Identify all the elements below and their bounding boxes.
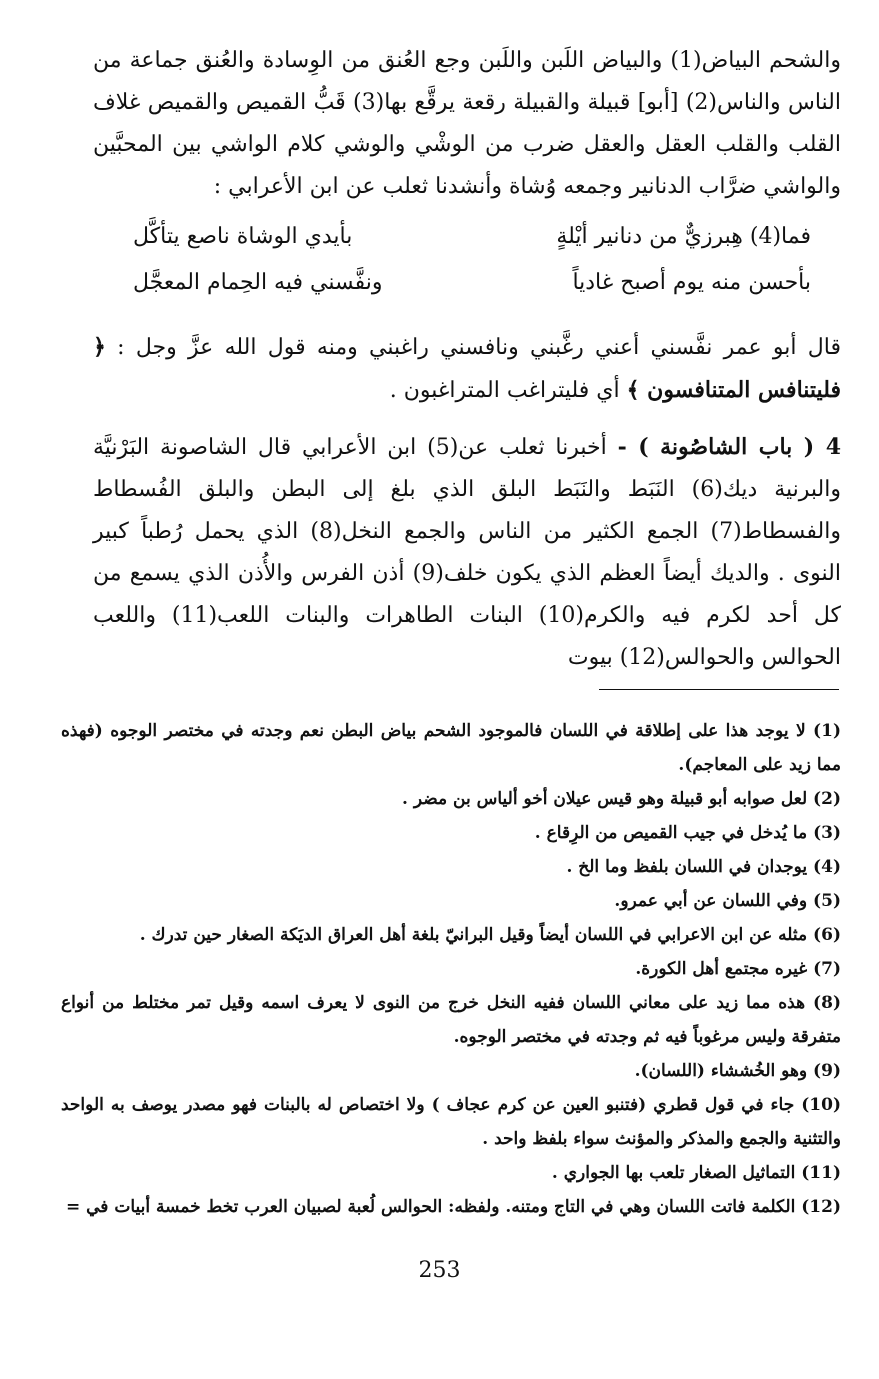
paragraph-1: والشحم البياض(1) والبياض اللَبن واللَبن وجع العُنق من الوِسادة والعُنق جماعة من الناس والناس(2) [أبو] قبيلة والقبيلة رقعة يرقَّع بها(3) قَبُّ القميص والقميص غلاف القلب والقلب العقل والعقل ضرب من الوشْي والوشي كلام الواشي بين المحبَّين والواشي ضرَّاب الدنانير وجمعه وُشاة وأنشدنا ثعلب عن ابن الأعرابي : bbox=[93, 48, 841, 199]
footnote-5: (5) وفي اللسان عن أبي عمرو. bbox=[614, 891, 841, 911]
verse-2-first-hemistich: بأحسن منه يوم أصبح غادياً bbox=[572, 270, 811, 295]
paragraph-2-main: قال أبو عمر نفَّسني أعني رغَّبني ونافسني راغبني ومنه قول الله عزَّ وجل : bbox=[117, 335, 841, 360]
spacer bbox=[93, 312, 841, 326]
section-heading: 4 ( باب الشاصُونة ) - bbox=[617, 434, 841, 460]
footnotes bbox=[61, 714, 841, 1224]
footnote-3: (3) ما يُدخل في جيب القميص من الرِقاع . bbox=[534, 823, 841, 843]
footnote-1: (1) لا يوجد هذا على إطلاقة في اللسان فالموجود الشحم بياض البطن نعم وجدته في مختصر الوجوه (فهذه مما زيد على المعاجم). bbox=[61, 721, 841, 775]
paragraph-2-end: أي فليتراغب المتراغبون . bbox=[389, 378, 620, 403]
paragraph-2 bbox=[93, 326, 841, 412]
spacer bbox=[93, 412, 841, 426]
footnote-2: (2) لعل صوابه أبو قبيلة وهو قيس عيلان أخو ألياس بن مضر . bbox=[402, 789, 841, 809]
footnote-divider bbox=[599, 689, 839, 690]
footnote-8: (8) هذه مما زيد على معاني اللسان ففيه النخل خرج من النوى لا يعرف اسمه وقيل تمر مختلط من أنواع متفرقة وليس مرغوباً فيه ثم وجدته في مختصر الوجوه. bbox=[61, 993, 841, 1047]
quran-quote: ﴿ فليتنافس المتنافسون ﴾ bbox=[93, 334, 841, 403]
footnote-6: (6) مثله عن ابن الاعرابي في اللسان أيضاً وقيل البرانيّ بلغة أهل العراق الديَكة الصغار حين تدرك . bbox=[139, 925, 841, 945]
footnote-10: (10) جاء في قول قطري (فتنبو العين عن كرم عجاف ) ولا اختصاص له بالبنات فهو مصدر يوصف به الواحد والتثنية والجمع والمذكر والمؤنث سواء بلفظ واحد . bbox=[61, 1095, 841, 1149]
page-number: 253 bbox=[418, 1258, 461, 1283]
footnote-7: (7) غيره مجتمع أهل الكورة. bbox=[635, 959, 841, 979]
verse-line-1 bbox=[93, 214, 841, 260]
footnote-4: (4) يوجدان في اللسان بلفظ وما الخ . bbox=[566, 857, 841, 877]
verse-line-2 bbox=[93, 260, 841, 306]
verse-1-first-hemistich: فما(4) هِبرزيٌّ من دنانير أيْلةٍ bbox=[556, 224, 811, 249]
paragraph-3-text: أخبرنا ثعلب عن(5) ابن الأعرابي قال الشاصونة البَرْنيَّة والبرنية ديك(6) النَبَط والنَبَط البلق الذي بلغ إلى البطن والبلق الفُسطاط والفسطاط(7) الجمع الكثير من الناس والجمع النخل(8) الذي يحمل رُطباً كبير النوى . والديك أيضاً العظم الذي يكون خلف(9) أذن الفرس والأُذن الذي يسمع من كل أحد لكرم فيه والكرم(10) البنات الطاهرات والبنات اللعب(11) واللعب الحوالس والحوالس(12) بيوت bbox=[93, 435, 841, 670]
main-text bbox=[93, 40, 841, 679]
footnote-11: (11) التماثيل الصغار تلعب بها الجواري . bbox=[551, 1163, 841, 1183]
paragraph-3 bbox=[93, 426, 841, 679]
verse-2-second-hemistich: ونفَّسني فيه الحِمام المعجَّل bbox=[133, 270, 383, 295]
poetry-block bbox=[93, 214, 841, 306]
verse-1-second-hemistich: بأيدي الوشاة ناصع يتأكَّل bbox=[133, 224, 353, 249]
footnote-12: (12) الكلمة فاتت اللسان وهي في التاج ومتنه. ولفظه: الحوالس لُعبة لصبيان العرب تخط خمسة أبيات في = bbox=[65, 1197, 841, 1217]
footnote-9: (9) وهو الخُششاء (اللسان). bbox=[634, 1061, 841, 1081]
